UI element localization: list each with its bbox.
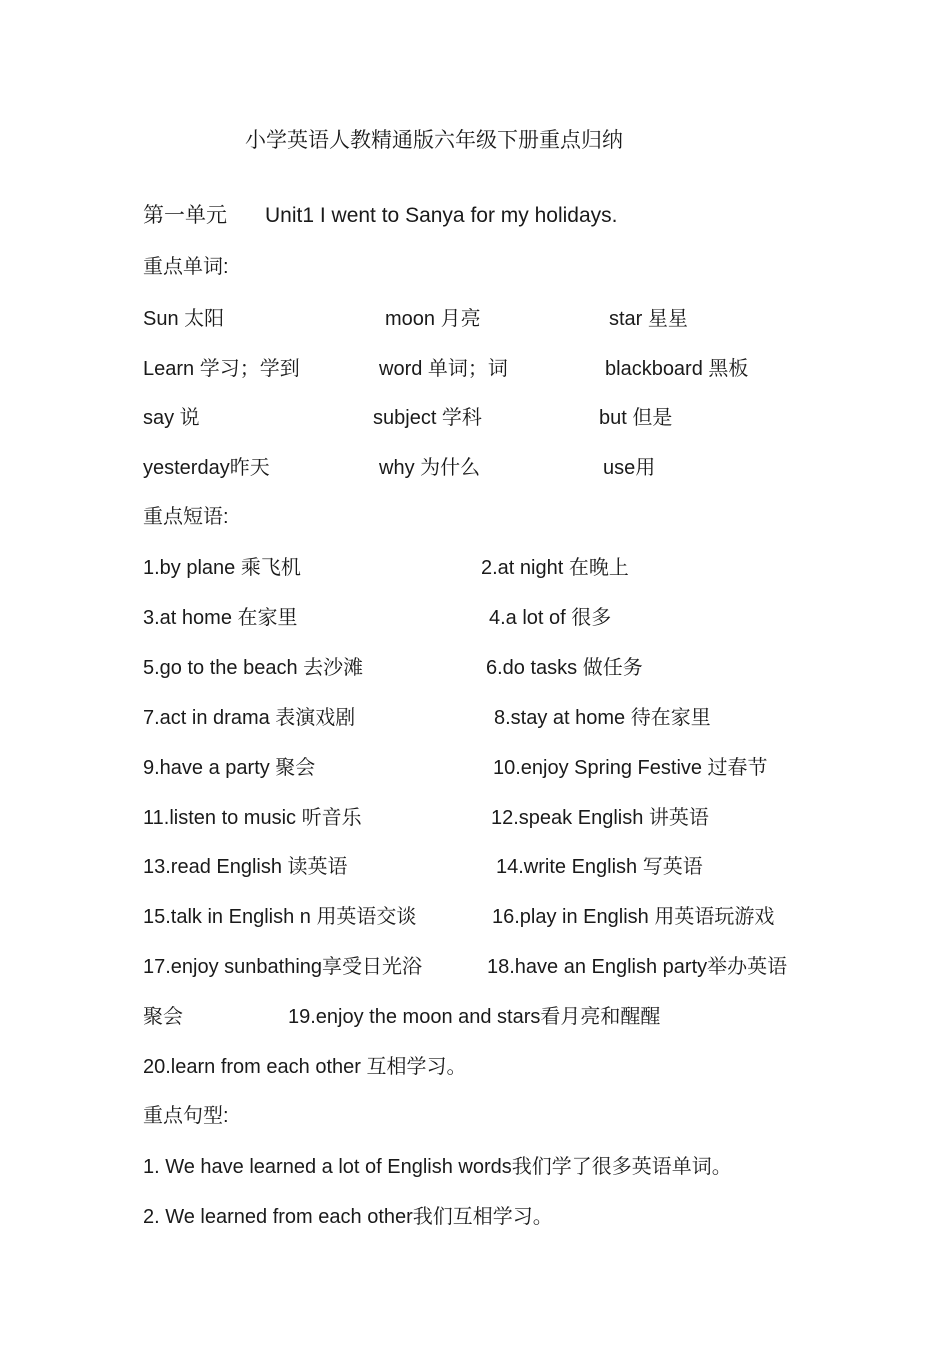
vocab-item: subject 学科	[373, 407, 482, 429]
phrase-item: 聚会	[143, 1006, 183, 1028]
phrase-item: 2.at night 在晚上	[481, 557, 629, 579]
phrase-item: 13.read English 读英语	[143, 856, 348, 878]
vocab-item: word 单词；词	[379, 358, 508, 380]
page-title: 小学英语人教精通版六年级下册重点归纳	[245, 129, 623, 152]
vocab-item: moon 月亮	[385, 308, 481, 330]
phrase-item: 18.have an English party举办英语	[487, 956, 788, 978]
vocab-item: why 为什么	[379, 457, 481, 479]
sentences-heading: 重点句型:	[143, 1105, 229, 1127]
unit-label: 第一单元	[143, 204, 227, 227]
phrase-item: 9.have a party 聚会	[143, 757, 316, 779]
phrase-item: 12.speak English 讲英语	[491, 807, 709, 829]
phrase-item: 3.at home 在家里	[143, 607, 298, 629]
phrase-item: 19.enjoy the moon and stars看月亮和醒醒	[288, 1006, 661, 1028]
sentence-item: 1. We have learned a lot of English words我们学了很多英语单词。	[143, 1156, 732, 1178]
vocab-item: use用	[603, 457, 656, 479]
vocab-item: Learn 学习；学到	[143, 358, 300, 380]
phrase-item: 4.a lot of 很多	[489, 607, 612, 629]
phrase-item: 17.enjoy sunbathing享受日光浴	[143, 956, 423, 978]
phrase-item: 8.stay at home 待在家里	[494, 707, 711, 729]
phrase-item: 10.enjoy Spring Festive 过春节	[493, 757, 768, 779]
vocab-item: say 说	[143, 407, 200, 429]
phrases-heading: 重点短语:	[143, 506, 229, 528]
phrase-item: 6.do tasks 做任务	[486, 657, 643, 679]
vocab-item: blackboard 黑板	[605, 358, 749, 380]
vocab-item: Sun 太阳	[143, 308, 225, 330]
phrase-item: 20.learn from each other 互相学习。	[143, 1056, 467, 1078]
unit-name: Unit1 I went to Sanya for my holidays.	[265, 204, 618, 227]
vocab-item: star 星星	[609, 308, 688, 330]
phrase-item: 7.act in drama 表演戏剧	[143, 707, 356, 729]
phrase-item: 16.play in English 用英语玩游戏	[492, 906, 775, 928]
vocab-item: but 但是	[599, 407, 673, 429]
phrase-item: 15.talk in English n 用英语交谈	[143, 906, 417, 928]
phrase-item: 5.go to the beach 去沙滩	[143, 657, 364, 679]
vocab-heading: 重点单词:	[143, 256, 229, 278]
vocab-item: yesterday昨天	[143, 457, 270, 479]
phrase-item: 11.listen to music 听音乐	[143, 807, 362, 829]
sentence-item: 2. We learned from each other我们互相学习。	[143, 1206, 553, 1228]
phrase-item: 14.write English 写英语	[496, 856, 703, 878]
phrase-item: 1.by plane 乘飞机	[143, 557, 301, 579]
